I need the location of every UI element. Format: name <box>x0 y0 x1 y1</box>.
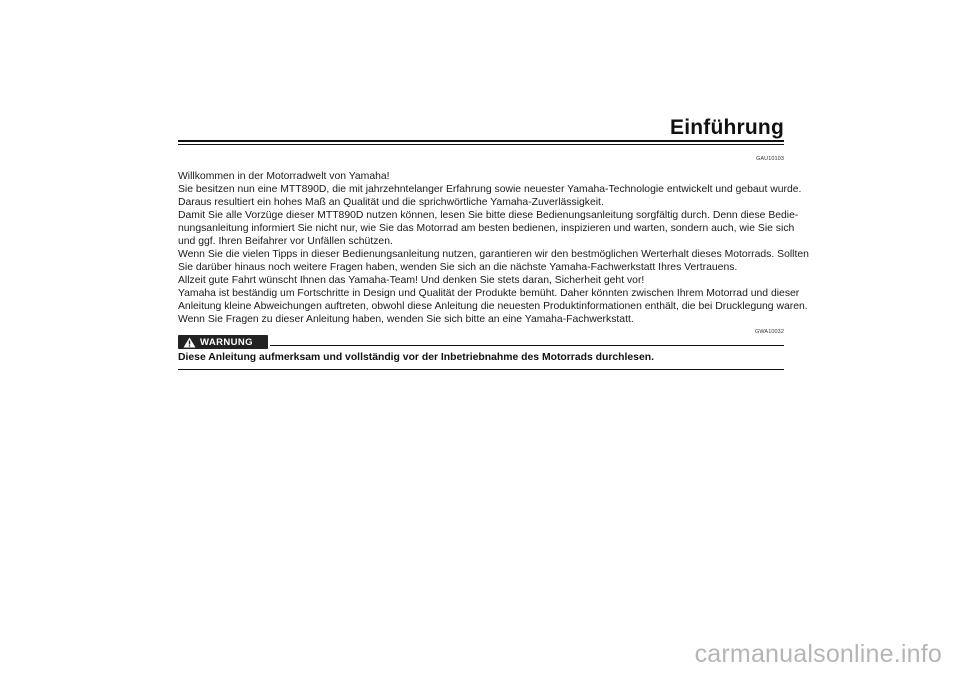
intro-line: nungsanleitung informiert Sie nicht nur, wie Sie das Motorrad am besten bedienen, inspizieren und warten, sondern auch, wie Sie sich <box>178 223 795 234</box>
intro-line: Yamaha ist beständig um Fortschritte in Design und Qualität der Produkte bemüht. Daher könnten zwischen Ihrem Motorrad und dieser <box>178 288 800 299</box>
warning-label: WARNUNG <box>200 336 253 348</box>
bottom-rule <box>178 369 784 370</box>
section-code-intro: GAU10103 <box>755 156 784 162</box>
title-rule <box>178 140 784 145</box>
section-code-warning: GWA10032 <box>754 329 784 335</box>
intro-text <box>178 170 809 326</box>
intro-line: Wenn Sie Fragen zu dieser Anleitung haben, wenden Sie sich bitte an eine Yamaha-Fachwerkstatt. <box>178 314 634 325</box>
watermark: carmanualsonline.info <box>694 640 942 668</box>
intro-line: und ggf. Ihren Beifahrer vor Unfällen schützen. <box>178 236 393 247</box>
warning-badge <box>178 335 268 349</box>
intro-line: Willkommen in der Motorradwelt von Yamaha! <box>178 171 390 182</box>
intro-line: Sie besitzen nun eine MTT890D, die mit jahrzehntelanger Erfahrung sowie neuester Yamaha-Technologie entwickelt und gebaut wurde. <box>178 184 802 195</box>
intro-line: Allzeit gute Fahrt wünscht Ihnen das Yamaha-Team! Und denken Sie stets daran, Sicherheit geht vor! <box>178 275 645 286</box>
warning-triangle-icon <box>183 337 196 348</box>
intro-line: Wenn Sie die vielen Tipps in dieser Bedienungsanleitung nutzen, garantieren wir den bestmöglichen Werterhalt dieses Motorrads. Sollten <box>178 249 809 260</box>
page-title: Einführung <box>670 116 784 139</box>
intro-line: Anleitung kleine Abweichungen auftreten, obwohl diese Anleitung die neuesten Produktinformationen enthält, die bei Drucklegung waren. <box>178 301 808 312</box>
intro-line: Damit Sie alle Vorzüge dieser MTT890D nutzen können, lesen Sie bitte diese Bedienungsanleitung sorgfältig durch. Denn diese Bedie- <box>178 210 799 221</box>
intro-line: Daraus resultiert ein hohes Maß an Qualität und die sprichwörtliche Yamaha-Zuverlässigkeit. <box>178 197 604 208</box>
intro-line: Sie darüber hinaus noch weitere Fragen haben, wenden Sie sich an die nächste Yamaha-Fachwerkstatt Ihres Vertrauens. <box>178 262 738 273</box>
warning-text: Diese Anleitung aufmerksam und vollständig vor der Inbetriebnahme des Motorrads durchlesen. <box>178 352 654 363</box>
warning-rule <box>270 345 784 346</box>
